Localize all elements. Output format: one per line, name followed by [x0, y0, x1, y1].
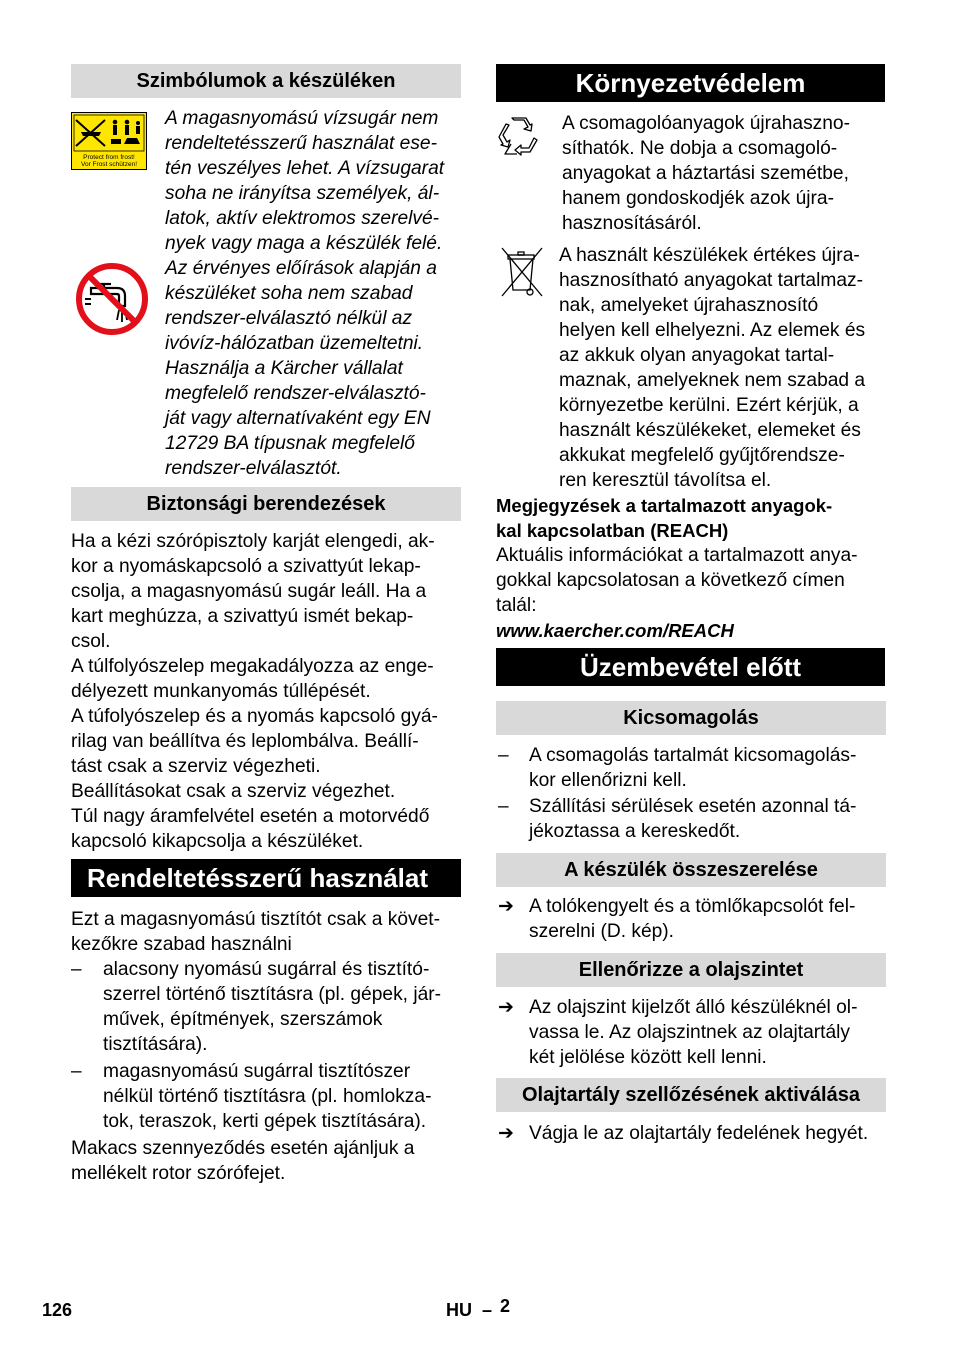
safety-text-line: Ha a kézi szórópisztoly karját elengedi, ak-: [71, 531, 435, 552]
bullet-dash: –: [71, 1061, 82, 1082]
safety-text-line: kapcsoló kikapcsolja a készüléket.: [71, 831, 364, 852]
intended-use-item-line: művek, építmények, szerszámok: [103, 1009, 383, 1030]
weee-text-line: ren keresztül távolítsa el.: [559, 470, 772, 491]
intended-use-item-line: magasnyomású sugárral tisztítószer: [103, 1061, 411, 1082]
weee-text-line: nak, amelyeket újrahasznosító: [559, 295, 819, 316]
weee-text-line: A használt készülékek értékes újra-: [559, 245, 860, 266]
weee-text-line: környezetbe kerülni. Ezért kérjük, a: [559, 395, 859, 416]
weee-text-line: használt készülékeket, elemeket és: [559, 420, 861, 441]
reach-text-line: Aktuális információkat a tartalmazott anya-: [496, 545, 858, 566]
symbols-text-line: ját vagy alternatívaként egy EN: [165, 408, 431, 429]
safety-text-line: Beállításokat csak a szerviz végezhet.: [71, 781, 396, 802]
warning-label-text-2: Vor Frost schützen!: [81, 161, 137, 168]
intended-use-intro-line: Ezt a magasnyomású tisztítót csak a követ-: [71, 909, 440, 930]
symbols-text-line: soha ne irányítsa személyek, ál-: [165, 183, 440, 204]
safety-text-line: A túfolyószelep és a nyomás kapcsoló gyá-: [71, 706, 438, 727]
safety-text-line: A túlfolyószelep megakadályozza az enge-: [71, 656, 434, 677]
reach-heading-line: Megjegyzések a tartalmazott anyagok-: [496, 495, 833, 516]
reach-text-line: talál:: [496, 595, 537, 616]
symbols-text-line: rendszer-elválasztót.: [165, 458, 342, 479]
bullet-dash: –: [498, 745, 509, 766]
safety-text-line: tást csak a szerviz végezheti.: [71, 756, 321, 777]
high-pressure-warning-icon: [71, 112, 147, 170]
symbols-heading: Szimbólumok a készüléken: [71, 64, 461, 98]
intended-use-item-line: nélkül történő tisztításra (pl. homlokza-: [103, 1086, 432, 1107]
oil-check-item-line: két jelölése között kell lenni.: [529, 1047, 767, 1068]
safety-text-line: rilag van beállítva és leplombálva. Beállí-: [71, 731, 419, 752]
safety-text-line: délyezett munkanyomás túllépését.: [71, 681, 371, 702]
unpacking-item-line: A csomagolás tartalmát kicsomagolás-: [529, 745, 857, 766]
intended-use-item-line: tok, teraszok, kerti gépek tisztítására).: [103, 1111, 427, 1132]
intended-use-item-line: szerrel történő tisztításra (pl. gépek, jár-: [103, 984, 442, 1005]
symbols-text-line: tén veszélyes lehet. A vízsugarat: [165, 158, 445, 179]
symbols-text-line: ivóvíz-hálózatban üzemeltetni.: [165, 333, 424, 354]
oil-check-item-line: vassa le. Az olajszintnek az olajtartály: [529, 1022, 851, 1043]
symbols-text-line: A magasnyomású vízsugár nem: [165, 108, 439, 129]
crossed-out-bin-icon: [499, 245, 545, 299]
arrow-right-icon: ➔: [498, 1123, 514, 1144]
weee-text-line: maznak, amelyeknek nem szabad a: [559, 370, 866, 391]
symbols-text-line: latok, aktív elektromos szerelvé-: [165, 208, 440, 229]
recycling-text-line: síthatók. Ne dobja a csomagoló-: [562, 138, 838, 159]
weee-text-line: hasznosítható anyagokat tartalmaz-: [559, 270, 863, 291]
bullet-dash: –: [498, 796, 509, 817]
symbols-text-line: rendszer-elválasztó nélkül az: [165, 308, 413, 329]
bullet-dash: –: [71, 959, 82, 980]
recycling-text-line: hanem gondoskodjék azok újra-: [562, 188, 834, 209]
reach-text-line: gokkal kapcsolatosan a következő címen: [496, 570, 845, 591]
arrow-right-icon: ➔: [498, 997, 514, 1018]
safety-text-line: csol.: [71, 631, 111, 652]
unpacking-item-line: kor ellenőrizni kell.: [529, 770, 687, 791]
oil-level-check-heading: Ellenőrizze a olajszintet: [496, 953, 886, 987]
sub-page-number: 2: [500, 1296, 511, 1316]
safety-text-line: Túl nagy áramfelvétel esetén a motorvédő: [71, 806, 430, 827]
weee-text-line: akkukat megfelelő gyűjtőrendsze-: [559, 445, 845, 466]
symbols-text-line: rendeltetésszerű használat ese-: [165, 133, 437, 154]
recycling-text-line: A csomagolóanyagok újrahaszno-: [562, 113, 850, 134]
intended-use-item-line: alacsony nyomású sugárral és tisztító-: [103, 959, 430, 980]
arrow-right-icon: ➔: [498, 896, 514, 917]
assembly-heading: A készülék összeszerelése: [496, 853, 886, 887]
no-potable-water-connection-icon: [75, 262, 149, 336]
recycling-text-line: anyagokat a háztartási szemétbe,: [562, 163, 849, 184]
oil-check-item-line: Az olajszint kijelzőt álló készüléknél ol-: [529, 997, 858, 1018]
symbols-text-line: Az érvényes előírások alapján a: [165, 258, 437, 279]
safety-devices-heading: Biztonsági berendezések: [71, 487, 461, 521]
intended-use-outro-line: Makacs szennyeződés esetén ajánljuk a: [71, 1138, 415, 1159]
unpacking-item-line: jékoztassa a kereskedőt.: [529, 821, 741, 842]
assembly-item-line: A tolókengyelt és a tömlőkapcsolót fel-: [529, 896, 856, 917]
safety-text-line: kart meghúzza, a szivattyú ismét bekap-: [71, 606, 414, 627]
symbols-text-line: nyek vagy maga a készülék felé.: [165, 233, 443, 254]
intended-use-item-line: tisztítására).: [103, 1034, 208, 1055]
assembly-item-line: szerelni (D. kép).: [529, 921, 675, 942]
unpacking-heading: Kicsomagolás: [496, 701, 886, 735]
recycling-text-line: hasznosításáról.: [562, 213, 702, 234]
warning-label-text-1: Protect from frost!: [83, 154, 135, 161]
environment-heading: Környezetvédelem: [496, 64, 885, 102]
weee-text-line: helyen kell elhelyezni. Az elemek és: [559, 320, 866, 341]
weee-text-line: az akkuk olyan anyagokat tartal-: [559, 345, 835, 366]
symbols-text-line: Használja a Kärcher vállalat: [165, 358, 403, 379]
reach-heading-line: kal kapcsolatban (REACH): [496, 520, 729, 541]
safety-text-line: csolja, a magasnyomású sugár leáll. Ha a: [71, 581, 427, 602]
unpacking-item-line: Szállítási sérülések esetén azonnal tá-: [529, 796, 857, 817]
footer-separator: –: [482, 1300, 493, 1320]
symbols-text-line: 12729 BA típusnak megfelelő: [165, 433, 415, 454]
oil-vent-item-line: Vágja le az olajtartály fedelének hegyét.: [529, 1123, 869, 1144]
reach-url-link[interactable]: www.kaercher.com/REACH: [496, 620, 734, 641]
intended-use-heading: Rendeltetésszerű használat: [71, 859, 461, 897]
symbols-text-line: készüléket soha nem szabad: [165, 283, 413, 304]
safety-text-line: kor a nyomáskapcsoló a szivattyút lekap-: [71, 556, 421, 577]
page-number: 126: [42, 1300, 73, 1320]
symbols-text-line: megfelelő rendszer-elválasztó-: [165, 383, 426, 404]
oil-vent-heading: Olajtartály szellőzésének aktiválása: [496, 1078, 886, 1112]
language-code: HU: [446, 1300, 472, 1320]
intended-use-outro-line: mellékelt rotor szórófejet.: [71, 1163, 286, 1184]
before-use-heading: Üzembevétel előtt: [496, 648, 885, 686]
recycling-icon: [497, 114, 541, 158]
intended-use-intro-line: kezőkre szabad használni: [71, 934, 292, 955]
